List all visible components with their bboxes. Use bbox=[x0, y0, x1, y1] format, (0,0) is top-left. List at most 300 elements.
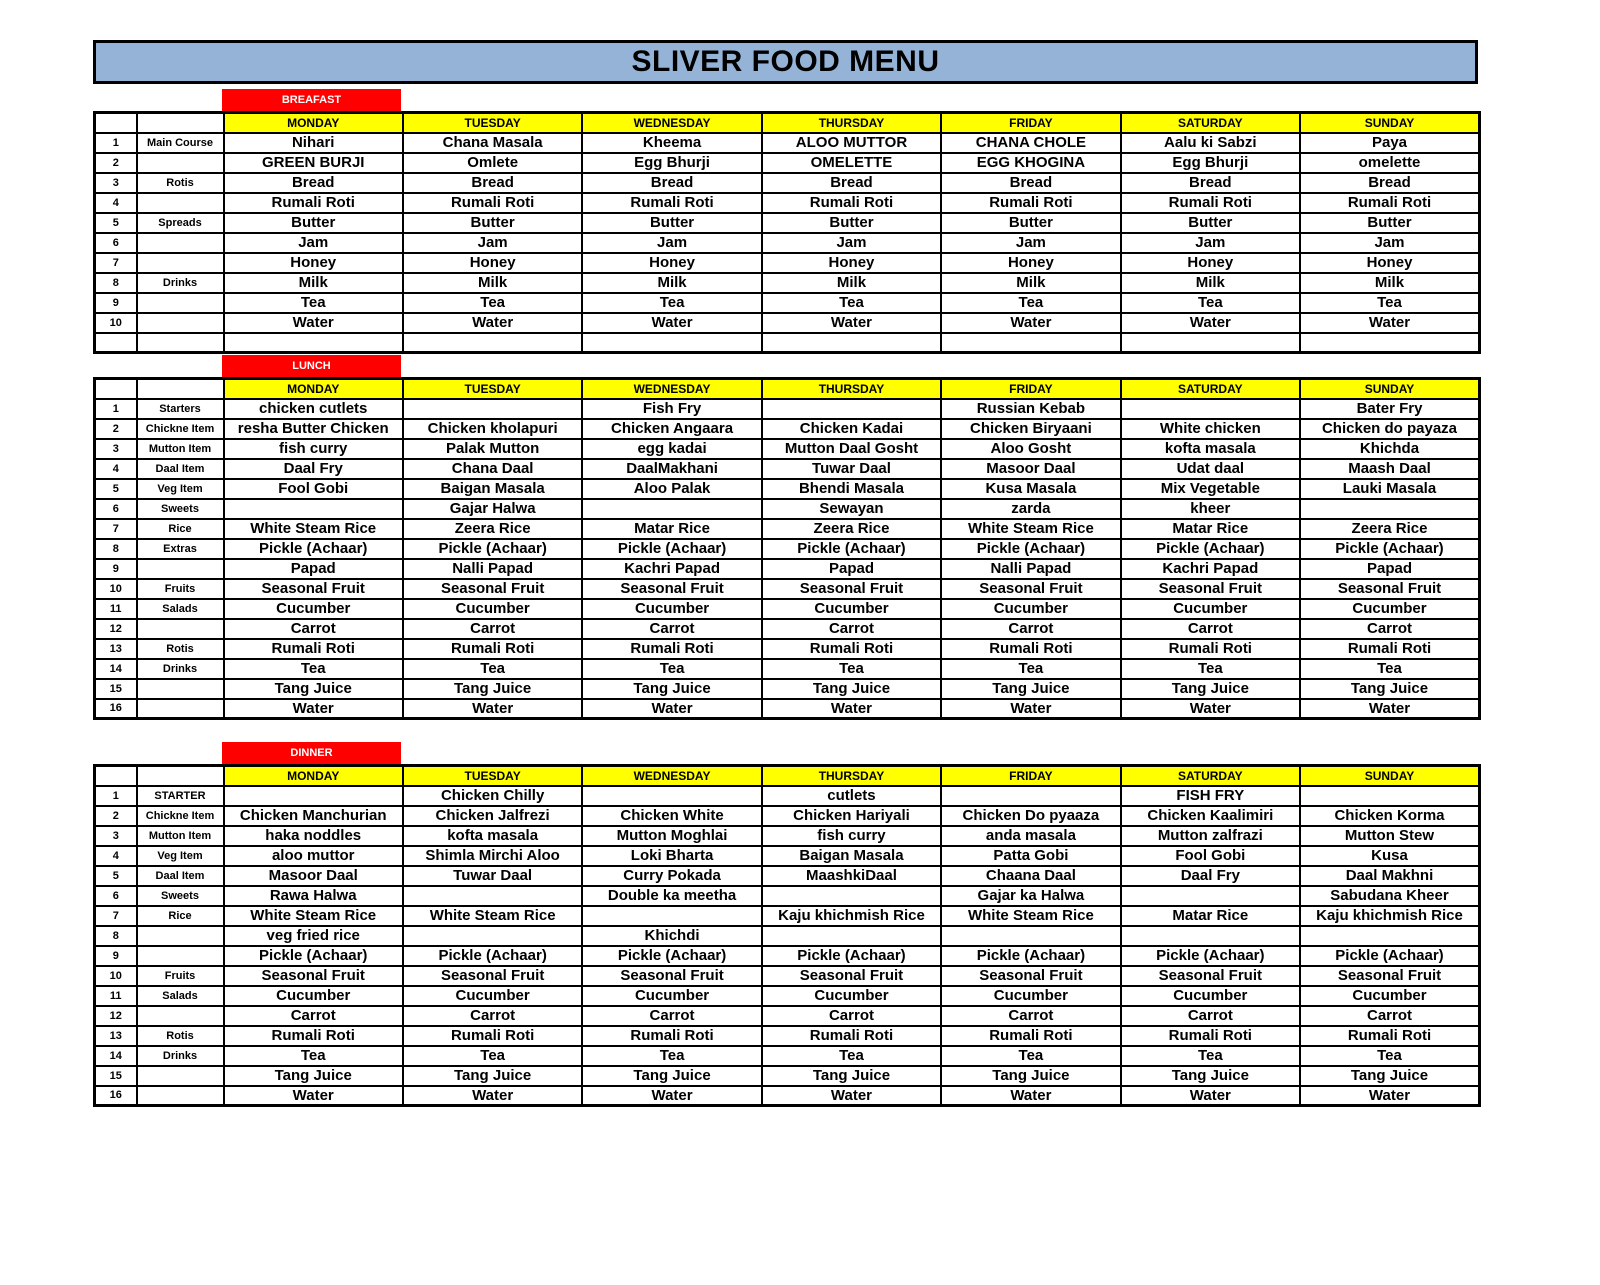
menu-cell: Pickle (Achaar) bbox=[941, 946, 1120, 966]
table-row bbox=[95, 699, 1480, 719]
row-number: 9 bbox=[95, 559, 137, 579]
menu-cell: Rumali Roti bbox=[1121, 1026, 1300, 1046]
menu-cell: Tea bbox=[582, 659, 761, 679]
menu-cell: Rumali Roti bbox=[1121, 639, 1300, 659]
day-header: MONDAY bbox=[224, 766, 403, 786]
menu-cell: Water bbox=[762, 1086, 941, 1106]
table-row bbox=[95, 559, 1480, 579]
menu-cell: Jam bbox=[1121, 233, 1300, 253]
menu-cell: Zeera Rice bbox=[403, 519, 582, 539]
row-number: 2 bbox=[95, 806, 137, 826]
table-row bbox=[95, 153, 1480, 173]
menu-cell: Seasonal Fruit bbox=[1121, 579, 1300, 599]
menu-cell: Pickle (Achaar) bbox=[1300, 539, 1479, 559]
table-row bbox=[95, 333, 1480, 353]
menu-cell: Rumali Roti bbox=[403, 639, 582, 659]
row-number: 5 bbox=[95, 479, 137, 499]
day-header: WEDNESDAY bbox=[582, 766, 761, 786]
menu-cell: Jam bbox=[224, 233, 403, 253]
row-category bbox=[137, 619, 224, 639]
menu-cell: Tang Juice bbox=[941, 1066, 1120, 1086]
menu-cell: Curry Pokada bbox=[582, 866, 761, 886]
menu-cell: Rumali Roti bbox=[762, 1026, 941, 1046]
row-number: 6 bbox=[95, 233, 137, 253]
menu-cell: FISH FRY bbox=[1121, 786, 1300, 806]
menu-cell: Loki Bharta bbox=[582, 846, 761, 866]
menu-cell: CHANA CHOLE bbox=[941, 133, 1120, 153]
row-number: 15 bbox=[95, 679, 137, 699]
menu-cell bbox=[1300, 333, 1479, 353]
menu-cell: Bater Fry bbox=[1300, 399, 1479, 419]
menu-cell: Tea bbox=[403, 659, 582, 679]
table-row bbox=[95, 313, 1480, 333]
menu-cell: Daal Makhni bbox=[1300, 866, 1479, 886]
menu-cell: Milk bbox=[941, 273, 1120, 293]
menu-cell: Rumali Roti bbox=[224, 193, 403, 213]
menu-cell bbox=[1121, 886, 1300, 906]
menu-cell bbox=[762, 399, 941, 419]
menu-cell bbox=[1121, 399, 1300, 419]
menu-cell: Cucumber bbox=[1300, 599, 1479, 619]
day-header: SATURDAY bbox=[1121, 766, 1300, 786]
menu-cell: Pickle (Achaar) bbox=[1300, 946, 1479, 966]
row-category: Extras bbox=[137, 539, 224, 559]
row-category: Sweets bbox=[137, 499, 224, 519]
row-number: 5 bbox=[95, 866, 137, 886]
menu-cell: Seasonal Fruit bbox=[1300, 579, 1479, 599]
menu-cell: Bread bbox=[403, 173, 582, 193]
menu-cell: Cucumber bbox=[403, 986, 582, 1006]
menu-cell: Chaana Daal bbox=[941, 866, 1120, 886]
table-row bbox=[95, 906, 1480, 926]
menu-cell: Milk bbox=[224, 273, 403, 293]
row-number: 1 bbox=[95, 786, 137, 806]
menu-cell: Pickle (Achaar) bbox=[582, 946, 761, 966]
menu-cell: Mutton zalfrazi bbox=[1121, 826, 1300, 846]
table-row bbox=[95, 659, 1480, 679]
menu-cell: Tang Juice bbox=[224, 679, 403, 699]
menu-cell: Egg Bhurji bbox=[582, 153, 761, 173]
menu-cell: Water bbox=[1300, 313, 1479, 333]
table-row bbox=[95, 946, 1480, 966]
menu-cell: Water bbox=[403, 313, 582, 333]
menu-cell: Chicken Kadai bbox=[762, 419, 941, 439]
menu-cell: Kheema bbox=[582, 133, 761, 153]
table-row bbox=[95, 273, 1480, 293]
row-category: Mutton Item bbox=[137, 826, 224, 846]
menu-cell: Kaju khichmish Rice bbox=[1300, 906, 1479, 926]
menu-cell: cutlets bbox=[762, 786, 941, 806]
menu-cell: Rawa Halwa bbox=[224, 886, 403, 906]
menu-cell: zarda bbox=[941, 499, 1120, 519]
menu-cell: Seasonal Fruit bbox=[582, 966, 761, 986]
menu-cell: Carrot bbox=[224, 619, 403, 639]
menu-cell: EGG KHOGINA bbox=[941, 153, 1120, 173]
menu-cell bbox=[1300, 499, 1479, 519]
row-category bbox=[137, 926, 224, 946]
menu-cell: Honey bbox=[941, 253, 1120, 273]
menu-cell bbox=[224, 499, 403, 519]
menu-cell: Bhendi Masala bbox=[762, 479, 941, 499]
menu-cell: Bread bbox=[224, 173, 403, 193]
day-header: SATURDAY bbox=[1121, 379, 1300, 399]
menu-cell: Seasonal Fruit bbox=[941, 966, 1120, 986]
menu-cell: Carrot bbox=[941, 1006, 1120, 1026]
menu-cell bbox=[582, 499, 761, 519]
row-number: 1 bbox=[95, 399, 137, 419]
row-number: 3 bbox=[95, 439, 137, 459]
menu-cell: Khichda bbox=[1300, 439, 1479, 459]
menu-cell: Tang Juice bbox=[1121, 679, 1300, 699]
menu-cell: Butter bbox=[941, 213, 1120, 233]
menu-cell: White Steam Rice bbox=[224, 519, 403, 539]
table-row bbox=[95, 1026, 1480, 1046]
menu-cell: Tea bbox=[1121, 659, 1300, 679]
row-number: 12 bbox=[95, 1006, 137, 1026]
menu-section-lunch bbox=[93, 355, 1600, 720]
row-category: Main Course bbox=[137, 133, 224, 153]
row-number: 4 bbox=[95, 846, 137, 866]
table-row bbox=[95, 966, 1480, 986]
menu-cell: Nihari bbox=[224, 133, 403, 153]
menu-cell: Shimla Mirchi Aloo bbox=[403, 846, 582, 866]
row-number: 6 bbox=[95, 886, 137, 906]
section-label: DINNER bbox=[222, 742, 401, 764]
row-category bbox=[137, 293, 224, 313]
menu-cell: Milk bbox=[1300, 273, 1479, 293]
table-row bbox=[95, 539, 1480, 559]
day-header-row bbox=[95, 113, 1480, 133]
menu-cell: Tang Juice bbox=[224, 1066, 403, 1086]
day-header: SUNDAY bbox=[1300, 113, 1479, 133]
menu-cell: Daal Fry bbox=[1121, 866, 1300, 886]
row-number: 3 bbox=[95, 173, 137, 193]
row-category: Chickne Item bbox=[137, 419, 224, 439]
menu-cell: Cucumber bbox=[1300, 986, 1479, 1006]
menu-cell: Kachri Papad bbox=[1121, 559, 1300, 579]
menu-cell: Water bbox=[1300, 1086, 1479, 1106]
row-category: Chickne Item bbox=[137, 806, 224, 826]
row-category bbox=[137, 333, 224, 353]
menu-cell: Jam bbox=[582, 233, 761, 253]
row-category: Rotis bbox=[137, 173, 224, 193]
menu-cell: Mix Vegetable bbox=[1121, 479, 1300, 499]
menu-cell: Bread bbox=[1300, 173, 1479, 193]
menu-cell: Rumali Roti bbox=[224, 1026, 403, 1046]
menu-cell: Rumali Roti bbox=[403, 1026, 582, 1046]
menu-cell: Masoor Daal bbox=[941, 459, 1120, 479]
page-title: SLIVER FOOD MENU bbox=[93, 40, 1478, 84]
day-header: TUESDAY bbox=[403, 379, 582, 399]
menu-cell: Cucumber bbox=[403, 599, 582, 619]
row-number: 2 bbox=[95, 153, 137, 173]
table-row bbox=[95, 1086, 1480, 1106]
menu-cell: Fool Gobi bbox=[1121, 846, 1300, 866]
menu-cell: Tang Juice bbox=[1121, 1066, 1300, 1086]
menu-cell: Pickle (Achaar) bbox=[403, 539, 582, 559]
corner-cell bbox=[137, 766, 224, 786]
menu-cell: Zeera Rice bbox=[1300, 519, 1479, 539]
menu-cell: Tea bbox=[762, 659, 941, 679]
menu-cell: Carrot bbox=[403, 619, 582, 639]
menu-cell: Butter bbox=[403, 213, 582, 233]
menu-cell bbox=[941, 786, 1120, 806]
menu-cell: Honey bbox=[1121, 253, 1300, 273]
menu-cell: White chicken bbox=[1121, 419, 1300, 439]
menu-cell: Pickle (Achaar) bbox=[224, 539, 403, 559]
menu-cell: Sewayan bbox=[762, 499, 941, 519]
menu-cell: Tang Juice bbox=[1300, 679, 1479, 699]
menu-cell: Water bbox=[582, 699, 761, 719]
corner-cell bbox=[95, 766, 137, 786]
menu-cell bbox=[403, 333, 582, 353]
row-category: Daal Item bbox=[137, 459, 224, 479]
menu-cell: fish curry bbox=[762, 826, 941, 846]
menu-cell: Tea bbox=[224, 659, 403, 679]
menu-cell: Paya bbox=[1300, 133, 1479, 153]
row-number: 7 bbox=[95, 253, 137, 273]
row-category: Drinks bbox=[137, 1046, 224, 1066]
menu-cell: Gajar Halwa bbox=[403, 499, 582, 519]
row-category: Fruits bbox=[137, 579, 224, 599]
menu-cell: Seasonal Fruit bbox=[1121, 966, 1300, 986]
corner-cell bbox=[137, 379, 224, 399]
menu-cell: Rumali Roti bbox=[1300, 639, 1479, 659]
menu-cell: Tea bbox=[941, 659, 1120, 679]
menu-cell: Daal Fry bbox=[224, 459, 403, 479]
menu-cell bbox=[1121, 926, 1300, 946]
row-category: Veg Item bbox=[137, 846, 224, 866]
menu-cell: kheer bbox=[1121, 499, 1300, 519]
row-number: 16 bbox=[95, 1086, 137, 1106]
day-header: TUESDAY bbox=[403, 766, 582, 786]
menu-cell: Seasonal Fruit bbox=[224, 579, 403, 599]
day-header: MONDAY bbox=[224, 379, 403, 399]
corner-cell bbox=[137, 113, 224, 133]
menu-cell: Bread bbox=[941, 173, 1120, 193]
row-category: Fruits bbox=[137, 966, 224, 986]
row-number: 10 bbox=[95, 579, 137, 599]
day-header: SUNDAY bbox=[1300, 379, 1479, 399]
menu-cell: Water bbox=[224, 1086, 403, 1106]
menu-cell: Tang Juice bbox=[403, 1066, 582, 1086]
table-row bbox=[95, 1006, 1480, 1026]
menu-cell: Tang Juice bbox=[1300, 1066, 1479, 1086]
menu-cell: Milk bbox=[762, 273, 941, 293]
menu-cell: Tea bbox=[1121, 293, 1300, 313]
row-number: 2 bbox=[95, 419, 137, 439]
menu-cell: Honey bbox=[762, 253, 941, 273]
row-category bbox=[137, 946, 224, 966]
menu-table bbox=[93, 111, 1481, 354]
menu-cell: Baigan Masala bbox=[762, 846, 941, 866]
day-header: SATURDAY bbox=[1121, 113, 1300, 133]
menu-cell: fish curry bbox=[224, 439, 403, 459]
menu-cell: Matar Rice bbox=[1121, 519, 1300, 539]
menu-cell: Papad bbox=[1300, 559, 1479, 579]
menu-cell: Tuwar Daal bbox=[403, 866, 582, 886]
menu-cell: Seasonal Fruit bbox=[762, 966, 941, 986]
menu-cell: Tea bbox=[762, 293, 941, 313]
menu-cell: Rumali Roti bbox=[582, 193, 761, 213]
day-header: MONDAY bbox=[224, 113, 403, 133]
menu-cell: Rumali Roti bbox=[941, 639, 1120, 659]
day-header: FRIDAY bbox=[941, 113, 1120, 133]
menu-cell: MaashkiDaal bbox=[762, 866, 941, 886]
menu-cell: Chicken Kaalimiri bbox=[1121, 806, 1300, 826]
menu-cell: Seasonal Fruit bbox=[582, 579, 761, 599]
menu-cell: Carrot bbox=[1300, 619, 1479, 639]
menu-cell: Cucumber bbox=[1121, 986, 1300, 1006]
menu-cell: Water bbox=[1121, 313, 1300, 333]
table-row bbox=[95, 419, 1480, 439]
menu-cell: Mutton Stew bbox=[1300, 826, 1479, 846]
menu-cell: Pickle (Achaar) bbox=[1121, 946, 1300, 966]
menu-cell: Rumali Roti bbox=[1300, 193, 1479, 213]
row-number: 8 bbox=[95, 926, 137, 946]
menu-cell bbox=[224, 786, 403, 806]
menu-cell: veg fried rice bbox=[224, 926, 403, 946]
menu-cell: Cucumber bbox=[582, 599, 761, 619]
menu-cell: Papad bbox=[224, 559, 403, 579]
menu-cell: Aalu ki Sabzi bbox=[1121, 133, 1300, 153]
menu-cell: Seasonal Fruit bbox=[1300, 966, 1479, 986]
menu-cell: kofta masala bbox=[403, 826, 582, 846]
menu-cell: resha Butter Chicken bbox=[224, 419, 403, 439]
menu-cell bbox=[224, 333, 403, 353]
menu-cell: Carrot bbox=[1121, 1006, 1300, 1026]
corner-cell bbox=[95, 113, 137, 133]
menu-cell bbox=[403, 399, 582, 419]
row-category: Spreads bbox=[137, 213, 224, 233]
row-number: 1 bbox=[95, 133, 137, 153]
menu-cell: Bread bbox=[762, 173, 941, 193]
menu-cell: Butter bbox=[762, 213, 941, 233]
row-number bbox=[95, 333, 137, 353]
menu-cell: Chicken Biryaani bbox=[941, 419, 1120, 439]
menu-cell: Tang Juice bbox=[582, 679, 761, 699]
day-header-row bbox=[95, 766, 1480, 786]
table-row bbox=[95, 399, 1480, 419]
table-row bbox=[95, 599, 1480, 619]
menu-cell: Patta Gobi bbox=[941, 846, 1120, 866]
menu-cell: Rumali Roti bbox=[941, 193, 1120, 213]
menu-cell: Matar Rice bbox=[1121, 906, 1300, 926]
table-row bbox=[95, 1066, 1480, 1086]
row-category: Daal Item bbox=[137, 866, 224, 886]
day-header: SUNDAY bbox=[1300, 766, 1479, 786]
menu-cell: kofta masala bbox=[1121, 439, 1300, 459]
menu-cell: Carrot bbox=[941, 619, 1120, 639]
menu-cell: Water bbox=[941, 699, 1120, 719]
table-row bbox=[95, 233, 1480, 253]
menu-cell: DaalMakhani bbox=[582, 459, 761, 479]
menu-cell: Double ka meetha bbox=[582, 886, 761, 906]
menu-table bbox=[93, 764, 1481, 1107]
menu-cell: Water bbox=[224, 699, 403, 719]
table-row bbox=[95, 253, 1480, 273]
menu-cell: Butter bbox=[1121, 213, 1300, 233]
row-number: 13 bbox=[95, 639, 137, 659]
menu-cell: Tang Juice bbox=[403, 679, 582, 699]
menu-cell: Chana Daal bbox=[403, 459, 582, 479]
table-row bbox=[95, 986, 1480, 1006]
row-number: 10 bbox=[95, 966, 137, 986]
menu-cell: Mutton Moghlai bbox=[582, 826, 761, 846]
menu-cell: Pickle (Achaar) bbox=[403, 946, 582, 966]
menu-cell: Tea bbox=[941, 1046, 1120, 1066]
menu-cell: Russian Kebab bbox=[941, 399, 1120, 419]
menu-cell: Chana Masala bbox=[403, 133, 582, 153]
row-category bbox=[137, 699, 224, 719]
row-category bbox=[137, 233, 224, 253]
table-row bbox=[95, 846, 1480, 866]
menu-cell: Water bbox=[403, 699, 582, 719]
menu-cell: Tea bbox=[403, 293, 582, 313]
day-header-row bbox=[95, 379, 1480, 399]
menu-cell: White Steam Rice bbox=[224, 906, 403, 926]
menu-cell: haka noddles bbox=[224, 826, 403, 846]
menu-cell: Mutton Daal Gosht bbox=[762, 439, 941, 459]
menu-cell: Maash Daal bbox=[1300, 459, 1479, 479]
row-number: 16 bbox=[95, 699, 137, 719]
menu-cell: Milk bbox=[1121, 273, 1300, 293]
menu-cell: Tang Juice bbox=[941, 679, 1120, 699]
menu-cell: Carrot bbox=[224, 1006, 403, 1026]
row-category bbox=[137, 193, 224, 213]
menu-cell: Pickle (Achaar) bbox=[762, 946, 941, 966]
menu-cell: Udat daal bbox=[1121, 459, 1300, 479]
menu-cell: Pickle (Achaar) bbox=[762, 539, 941, 559]
row-category: Drinks bbox=[137, 659, 224, 679]
menu-cell: Chicken Manchurian bbox=[224, 806, 403, 826]
row-category: Rice bbox=[137, 519, 224, 539]
menu-cell: ALOO MUTTOR bbox=[762, 133, 941, 153]
day-header: THURSDAY bbox=[762, 379, 941, 399]
table-row bbox=[95, 193, 1480, 213]
row-category: Sweets bbox=[137, 886, 224, 906]
menu-cell: Gajar ka Halwa bbox=[941, 886, 1120, 906]
menu-cell bbox=[1300, 786, 1479, 806]
menu-cell bbox=[582, 786, 761, 806]
row-number: 4 bbox=[95, 193, 137, 213]
row-category: Drinks bbox=[137, 273, 224, 293]
menu-cell: Jam bbox=[403, 233, 582, 253]
menu-cell: anda masala bbox=[941, 826, 1120, 846]
row-number: 7 bbox=[95, 519, 137, 539]
menu-cell: Rumali Roti bbox=[762, 193, 941, 213]
row-number: 9 bbox=[95, 946, 137, 966]
row-number: 11 bbox=[95, 986, 137, 1006]
menu-cell: Rumali Roti bbox=[582, 1026, 761, 1046]
menu-cell: Water bbox=[762, 313, 941, 333]
menu-cell: Milk bbox=[582, 273, 761, 293]
menu-cell: Carrot bbox=[1121, 619, 1300, 639]
table-row bbox=[95, 619, 1480, 639]
menu-cell: Sabudana Kheer bbox=[1300, 886, 1479, 906]
menu-cell: Tang Juice bbox=[762, 1066, 941, 1086]
row-number: 12 bbox=[95, 619, 137, 639]
day-header: FRIDAY bbox=[941, 766, 1120, 786]
menu-cell: Cucumber bbox=[224, 986, 403, 1006]
table-row bbox=[95, 826, 1480, 846]
section-label: BREAFAST bbox=[222, 89, 401, 111]
menu-cell: Tang Juice bbox=[582, 1066, 761, 1086]
menu-cell: Tea bbox=[941, 293, 1120, 313]
menu-cell: Seasonal Fruit bbox=[762, 579, 941, 599]
table-row bbox=[95, 213, 1480, 233]
menu-cell: Tea bbox=[582, 1046, 761, 1066]
